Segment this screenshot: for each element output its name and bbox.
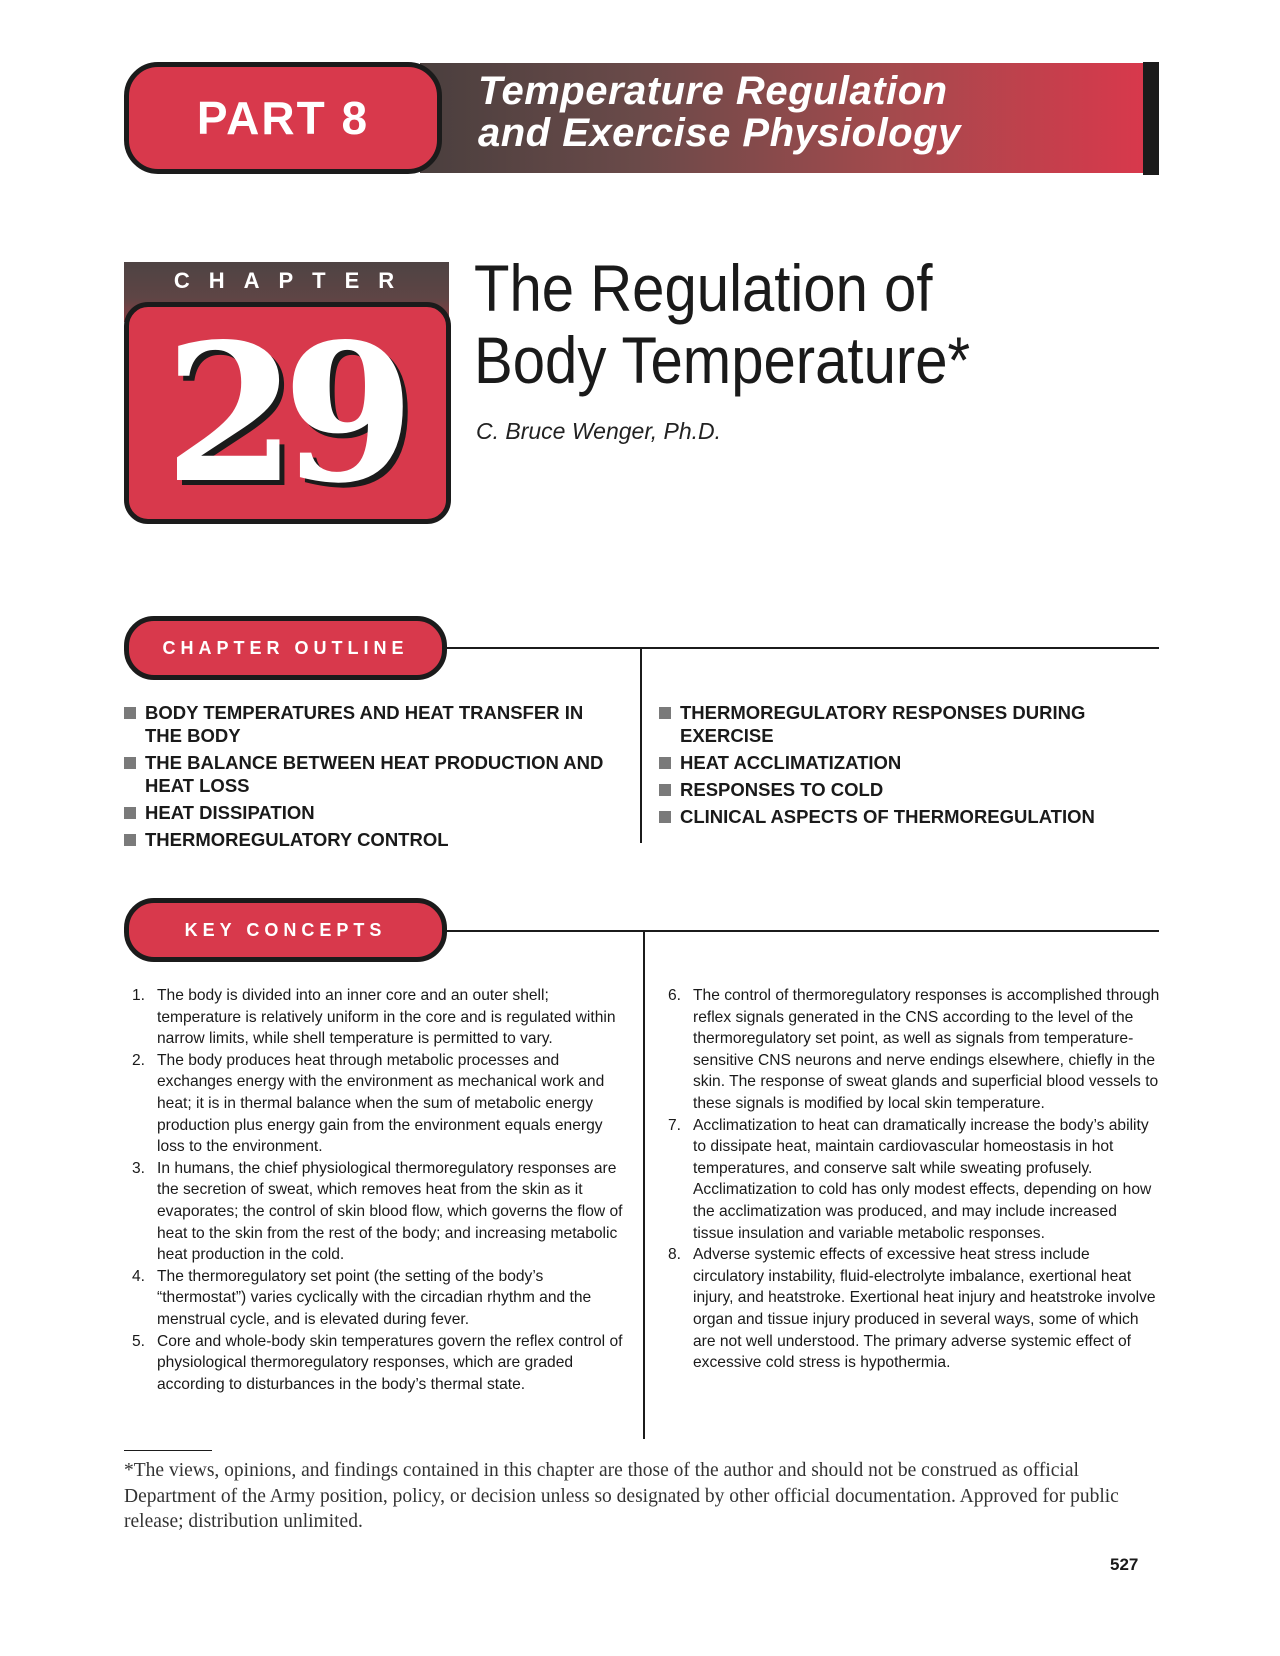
key-concept-text: The body is divided into an inner core and an outer shell; temperature is relatively uniform in the core and is regulated within narrow limits, while shell temperature is permitted to vary. bbox=[157, 987, 616, 1048]
key-concepts-column-divider bbox=[643, 931, 645, 1439]
square-bullet-icon bbox=[659, 784, 671, 796]
footnote: *The views, opinions, and findings contained in this chapter are those of the author and should not be construed as official Department of the Army position, policy, or decision unless so designated by other official documentation. Approved for public release; distribution unlimited. bbox=[124, 1460, 1119, 1532]
outline-item[interactable] bbox=[124, 751, 624, 797]
outline-column-divider bbox=[640, 648, 642, 843]
key-concept-item bbox=[660, 1115, 1160, 1245]
outline-left-list bbox=[124, 701, 624, 855]
outline-item[interactable] bbox=[124, 801, 624, 824]
key-concept-item bbox=[124, 1158, 624, 1266]
key-concepts-rule bbox=[420, 930, 1159, 932]
part-title-line2: and Exercise Physiology bbox=[478, 111, 961, 155]
key-concept-item bbox=[124, 1050, 624, 1158]
key-concept-text: The thermoregulatory set point (the setting of the body’s “thermostat”) varies cyclically with the circadian rhythm and the menstrual cycle, and is elevated during fever. bbox=[157, 1267, 592, 1328]
square-bullet-icon bbox=[124, 807, 136, 819]
outline-item[interactable] bbox=[124, 701, 624, 747]
chapter-title bbox=[474, 252, 970, 396]
part-title-line1: Temperature Regulation bbox=[478, 69, 948, 113]
page-number: 527 bbox=[1110, 1555, 1139, 1574]
outline-item-text: HEAT ACCLIMATIZATION bbox=[680, 752, 902, 773]
key-concept-number: 6. bbox=[668, 987, 682, 1004]
key-concept-item bbox=[124, 1331, 624, 1396]
chapter-author: C. Bruce Wenger, Ph.D. bbox=[476, 418, 722, 444]
part-label: PART 8 bbox=[124, 62, 442, 174]
key-concept-number: 5. bbox=[132, 1332, 146, 1350]
key-concept-item bbox=[660, 985, 1160, 1115]
key-concept-number: 3. bbox=[132, 1159, 146, 1177]
key-concept-number: 1. bbox=[132, 987, 146, 1004]
key-concept-number: 2. bbox=[132, 1051, 146, 1069]
outline-item-text: THERMOREGULATORY RESPONSES DURING EXERCISE bbox=[680, 702, 1086, 746]
key-concept-text: Acclimatization to heat can dramatically increase the body’s ability to dissipate heat, maintain cardiovascular homeostasis in hot temperatures, and conserve salt while sweating profusely. Acclimatization to cold has only modest effects, depending on how the acclimatization was produced, and may include increased tissue insulation and variable metabolic responses. bbox=[693, 1116, 1152, 1242]
part-title bbox=[478, 70, 961, 154]
key-concept-text: In humans, the chief physiological thermoregulatory responses are the secretion of sweat, which removes heat from the skin as it evaporates; the control of skin blood flow, which governs the flow of heat to the skin from the rest of the body; and increasing metabolic heat production in the cold. bbox=[157, 1159, 623, 1264]
square-bullet-icon bbox=[659, 811, 671, 823]
square-bullet-icon bbox=[124, 757, 136, 769]
footnote-rule bbox=[124, 1450, 212, 1451]
outline-heading: CHAPTER OUTLINE bbox=[124, 616, 447, 680]
outline-item-text: HEAT DISSIPATION bbox=[145, 802, 315, 823]
square-bullet-icon bbox=[659, 757, 671, 769]
key-concept-item bbox=[660, 1244, 1160, 1374]
square-bullet-icon bbox=[659, 707, 671, 719]
key-concept-number: 4. bbox=[132, 1267, 146, 1285]
outline-item-text: CLINICAL ASPECTS OF THERMOREGULATION bbox=[680, 806, 1095, 827]
chapter-title-line2: Body Temperature* bbox=[474, 323, 971, 397]
square-bullet-icon bbox=[124, 707, 136, 719]
key-concept-text: Core and whole-body skin temperatures govern the reflex control of physiological thermoregulatory responses, which are graded according to disturbances in the body’s thermal state. bbox=[157, 1332, 623, 1393]
outline-item[interactable] bbox=[659, 701, 1139, 747]
outline-item-text: THE BALANCE BETWEEN HEAT PRODUCTION AND HEAT LOSS bbox=[145, 752, 604, 796]
key-concepts-right-list bbox=[660, 985, 1160, 1374]
outline-item[interactable] bbox=[659, 751, 1139, 774]
key-concept-item bbox=[124, 1266, 624, 1331]
key-concept-number: 8. bbox=[668, 1246, 682, 1264]
key-concepts-heading: KEY CONCEPTS bbox=[124, 898, 447, 962]
chapter-title-line1: The Regulation of bbox=[474, 251, 933, 325]
key-concept-text: The control of thermoregulatory responses is accomplished through reflex signals generated in the CNS according to the level of the thermoregulatory set point, as well as signals from temperature-sensitive CNS neurons and nerve endings elsewhere, chiefly in the skin. The response of sweat glands and superficial blood vessels to these signals is modified by local skin temperature. bbox=[693, 987, 1160, 1112]
key-concept-number: 7. bbox=[668, 1116, 682, 1134]
chapter-label: CHAPTER bbox=[173, 268, 414, 293]
outline-item[interactable] bbox=[659, 805, 1139, 828]
outline-item-text: BODY TEMPERATURES AND HEAT TRANSFER IN THE BODY bbox=[145, 702, 584, 746]
outline-item-text: RESPONSES TO COLD bbox=[680, 779, 884, 800]
chapter-number: 29 bbox=[164, 301, 401, 525]
key-concept-item bbox=[124, 985, 624, 1050]
square-bullet-icon bbox=[124, 834, 136, 846]
key-concepts-left-list bbox=[124, 985, 624, 1395]
outline-item-text: THERMOREGULATORY CONTROL bbox=[145, 829, 449, 850]
outline-rule bbox=[420, 647, 1159, 649]
part-banner-endbar bbox=[1143, 62, 1159, 175]
key-concept-text: The body produces heat through metabolic processes and exchanges energy with the environment as mechanical work and heat; it is in thermal balance when the sum of metabolic energy production plus energy gain from the environment equals energy loss to the environment. bbox=[157, 1051, 605, 1156]
outline-right-list bbox=[659, 701, 1139, 832]
key-concept-text: Adverse systemic effects of excessive heat stress include circulatory instability, fluid-electrolyte imbalance, exertional heat injury, and heatstroke. Exertional heat injury and heatstroke involve organ and tissue injury produced in several ways, some of which are not well understood. The primary adverse systemic effect of excessive cold stress is hypothermia. bbox=[693, 1246, 1156, 1372]
outline-item[interactable] bbox=[124, 828, 624, 851]
outline-item[interactable] bbox=[659, 778, 1139, 801]
